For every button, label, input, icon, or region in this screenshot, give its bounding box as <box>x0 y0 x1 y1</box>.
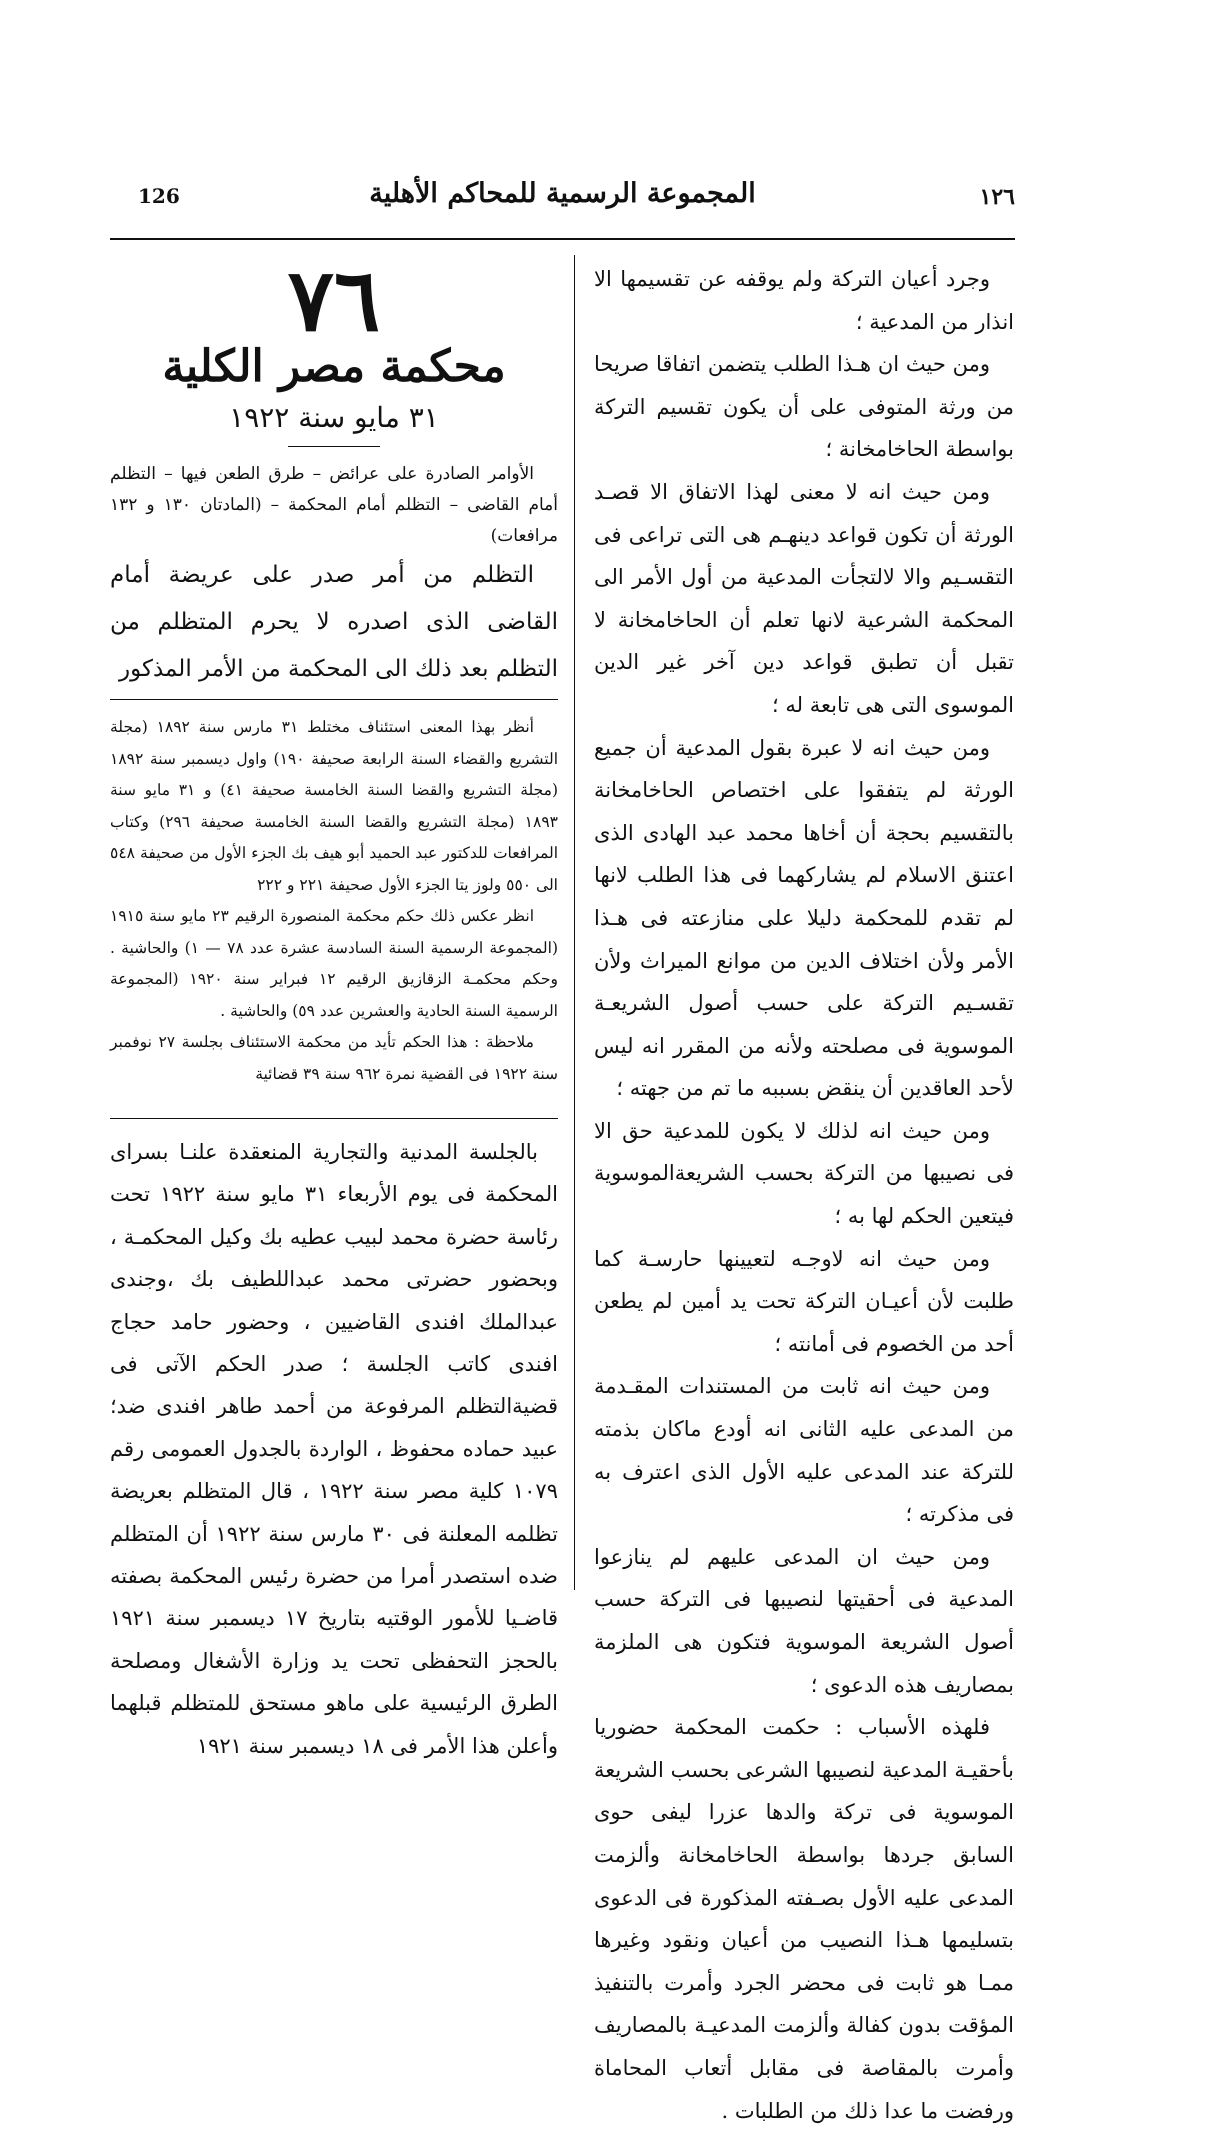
paragraph: ومن حيث انه لا عبرة بقول المدعية أن جميع الورثة لم يتفقوا على اختصاص الحاخامخانة بالتقسيم بحجة أن أخاها محمد عبد الهادى الذى اعتنق الاسلام لم يشاركهما فى هذا الطلب لانها لم تقدم للمحكمة دليلا على منازعته فى هـذا الأمر ولأن اختلاف الدين من موانع الميراث ولأن تقسـيم التركة على حسب أصول الشريعـة الموسوية فى مصلحته ولأنه من المقرر انه ليس لأحد العاقدين أن ينقض بسببه ما تم من جهته ؛ <box>594 735 1014 1101</box>
right-column <box>594 258 1014 2132</box>
case-number: ٧٦ <box>287 250 381 351</box>
footnote: ملاحظة : هذا الحكم تأيد من محكمة الاستئناف بجلسة ٢٧ نوفمبر سنة ١٩٢٢ فى القضية نمرة ٩٦٢ سنة ٣٩ قضائية <box>110 1033 558 1083</box>
court-name: محكمة مصر الكلية <box>162 341 506 392</box>
page-header <box>110 178 1015 222</box>
decision-date: ٣١ مايو سنة ١٩٢٢ <box>229 401 439 434</box>
footnote: أنظر بهذا المعنى استئناف مختلط ٣١ مارس سنة ١٨٩٢ (مجلة التشريع والقضاء السنة الرابعة صحيفة ١٩٠) واول ديسمبر سنة ١٨٩٢ (مجلة التشريع والقضا السنة الخامسة صحيفة ٤١) و ٣١ مايو سنة ١٨٩٣ (مجلة التشريع والقضا السنة الخامسة صحيفة ٢٩٦) وكتاب المرافعات للدكتور عبد الحميد أبو هيف بك الجزء الأول من صحيفة ٥٤٨ الى ٥٥٠ ولوز يتا الجزء الأول صحيفة ٢٢١ و ٢٢٢ <box>110 718 558 894</box>
paragraph: وجرد أعيان التركة ولم يوقفه عن تقسيمها الا انذار من المدعية ؛ <box>594 267 1014 334</box>
body-rule <box>110 1118 558 1119</box>
short-rule <box>288 446 380 447</box>
judgment-paragraph: فلهذه الأسباب : حكمت المحكمة حضوريا بأحقيـة المدعية لنصيبها الشرعى بحسب الشريعة الموسوية فى تركة والدها عزرا ليفى حوى السابق جردها بواسطة الحاخامخانة وألزمت المدعى عليه الأول بصـفته المذكورة فى الدعوى بتسليمها هـذا النصيب من أعيان ونقود وغيرها ممـا هو ثابت فى محضر الجرد وأمرت بالتنفيذ المؤقت بدون كفالة وألزمت المدعيـة بالمصاريف وأمرت بالمقاصة فى مقابل أتعاب المحاماة ورفضت ما عدا ذلك من الطلبات . <box>594 1715 1014 2123</box>
paragraph: ومن حيث انه ثابت من المستندات المقـدمة من المدعى عليه الثانى انه أودع ماكان بذمته للتركة عند المدعى عليه الأول الذى اعترف به فى مذكرته ؛ <box>594 1374 1014 1527</box>
left-column <box>110 250 559 1767</box>
journal-title: المجموعة الرسمية للمحاكم الأهلية <box>369 178 756 209</box>
page-number-latin: 126 <box>138 184 180 208</box>
paragraph: ومن حيث ان هـذا الطلب يتضمن اتفاقا صريحا من ورثة المتوفى على أن يكون تقسيم التركة بواسطة الحاخامخانة ؛ <box>594 352 1014 462</box>
paragraph: ومن حيث انه لاوجـه لتعيينها حارسـة كما طلبت لأن أعيـان التركة تحت يد أمين لم يطعن أحد من الخصوم فى أمانته ؛ <box>594 1246 1014 1356</box>
body-paragraph: بالجلسة المدنية والتجارية المنعقدة علنـا بسراى المحكمة فى يوم الأربعاء ٣١ مايو سنة ١٩٢٢ تحت رئاسة حضرة محمد لبيب عطيه بك وكيل المحكمـة ، وبحضور حضرتى محمد عبداللطيف بك ،وجندى عبدالملك افندى القاضيين ، وحضور حامد حجاج افندى كاتب الجلسة ؛ صدر الحكم الآتى فى قضيةالتظلم المرفوعة من أحمد طاهر افندى ضد؛ عبيد حماده محفوظ ، الواردة بالجدول العمومى رقم ١٠٧٩ كلية مصر سنة ١٩٢٢ ، قال المتظلم بعريضة تظلمه المعلنة فى ٣٠ مارس سنة ١٩٢٢ أن المتظلم ضده استصدر أمرا من حضرة رئيس المحكمة بصفته قاضـيا للأمور الوقتيه بتاريخ ١٧ ديسمبر سنة ١٩٢١ بالحجز التحفظى تحت يد وزارة الأشغال ومصلحة الطرق الرئيسية على ماهو مستحق للمتظلم قبلهما وأعلن هذا الأمر فى ١٨ ديسمبر سنة ١٩٢١ <box>110 1140 559 1758</box>
column-divider <box>574 255 575 1590</box>
paragraph: ومن حيث انه لا معنى لهذا الاتفاق الا قصـد الورثة أن تكون قواعد دينهـم هى التى تراعى فى التقسـيم والا لالتجأت المدعية من أول الأمر الى المحكمة الشرعية لانها تعلم أن الحاخامخانة لا تقبل أن تطبق قواعد دين آخر غير الدين الموسوى التى هى تابعة له ؛ <box>594 479 1014 717</box>
footnote: انظر عكس ذلك حكم محكمة المنصورة الرقيم ٢٣ مايو سنة ١٩١٥ (المجموعة الرسمية السنة السادسة عشرة عدد ٧٨ — ١) والحاشية . وحكم محكمـة الزقازيق الرقيم ١٢ فبراير سنة ١٩٢٠ (المجموعة الرسمية السنة الحادية والعشرين عدد ٥٩) والحاشية . <box>110 907 559 1020</box>
legal-principle: التظلم من أمر صدر على عريضة أمام القاضى الذى اصدره لا يحرم المتظلم من التظلم بعد ذلك الى المحكمة من الأمر المذكور <box>110 562 558 682</box>
header-rule <box>110 238 1015 240</box>
notes-rule <box>110 699 558 700</box>
case-body <box>110 1131 558 1767</box>
keywords: الأوامر الصادرة على عرائض – طرق الطعن فيها – التظلم أمام القاضى – التظلم أمام المحكمة – (المادتان ١٣٠ و ١٣٢ مرافعات) <box>110 464 558 546</box>
paragraph: ومن حيث انه لذلك لا يكون للمدعية حق الا فى نصيبها من التركة بحسب الشريعةالموسوية فيتعين الحكم لها به ؛ <box>594 1118 1014 1229</box>
paragraph: ومن حيث ان المدعى عليهم لم ينازعوا المدعية فى أحقيتها لنصيبها فى التركة حسب أصول الشريعة الموسوية فتكون هى الملزمة بمصاريف هذه الدعوى ؛ <box>594 1544 1014 1697</box>
page-number-arabic: ١٢٦ <box>979 184 1015 210</box>
